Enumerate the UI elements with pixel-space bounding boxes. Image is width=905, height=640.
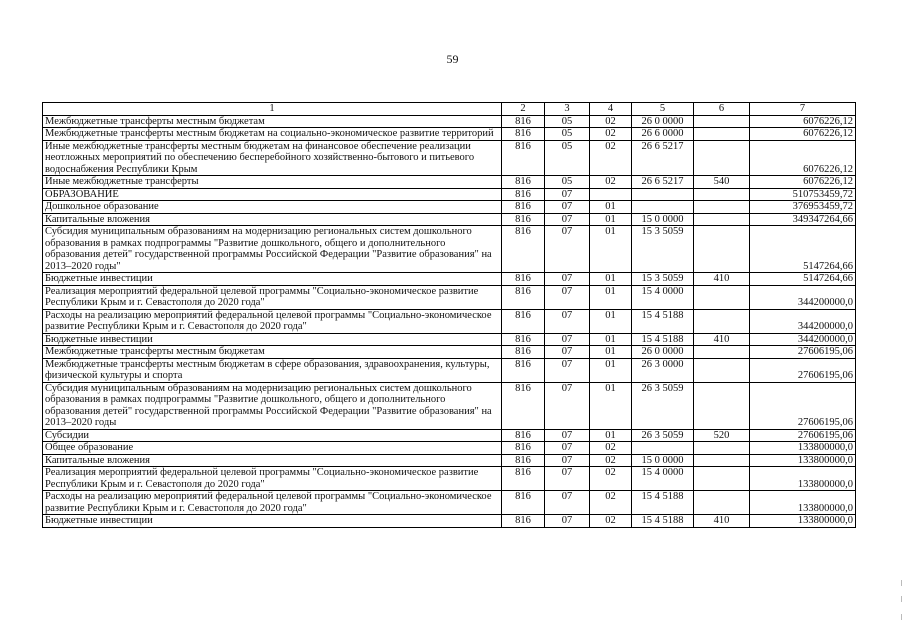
subsection-cell: 02 <box>590 176 632 189</box>
expense-type-cell <box>694 442 750 455</box>
section-cell: 07 <box>545 285 590 309</box>
expense-type-cell <box>694 346 750 359</box>
expense-type-cell: 540 <box>694 176 750 189</box>
grbs-cell: 816 <box>502 285 545 309</box>
name-cell: ОБРАЗОВАНИЕ <box>43 188 502 201</box>
subsection-cell: 02 <box>590 491 632 515</box>
expense-type-cell <box>694 382 750 429</box>
target-article-cell: 15 0 0000 <box>632 454 694 467</box>
grbs-cell: 816 <box>502 346 545 359</box>
target-article-cell: 15 4 5188 <box>632 309 694 333</box>
table-row <box>43 213 856 226</box>
table-row <box>43 515 856 528</box>
name-cell: Дошкольное образование <box>43 201 502 214</box>
expense-type-cell <box>694 188 750 201</box>
section-cell: 07 <box>545 491 590 515</box>
amount-cell: 133800000,0 <box>750 442 856 455</box>
expense-type-cell <box>694 226 750 273</box>
grbs-cell: 816 <box>502 213 545 226</box>
target-article-cell: 26 6 5217 <box>632 140 694 176</box>
table-row <box>43 333 856 346</box>
target-article-cell: 15 4 0000 <box>632 467 694 491</box>
section-cell: 07 <box>545 273 590 286</box>
section-cell: 07 <box>545 188 590 201</box>
amount-cell: 5147264,66 <box>750 273 856 286</box>
grbs-cell: 816 <box>502 467 545 491</box>
table-row <box>43 382 856 429</box>
header-cell: 7 <box>750 103 856 116</box>
page-number: 59 <box>446 52 459 66</box>
amount-cell: 5147264,66 <box>750 226 856 273</box>
subsection-cell <box>590 188 632 201</box>
name-cell: Субсидии <box>43 429 502 442</box>
header-cell: 5 <box>632 103 694 116</box>
expense-type-cell <box>694 140 750 176</box>
section-cell: 05 <box>545 115 590 128</box>
target-article-cell: 26 3 0000 <box>632 358 694 382</box>
section-cell: 07 <box>545 333 590 346</box>
target-article-cell: 26 0 0000 <box>632 346 694 359</box>
subsection-cell: 01 <box>590 309 632 333</box>
table-row <box>43 115 856 128</box>
subsection-cell: 01 <box>590 382 632 429</box>
name-cell: Бюджетные инвестиции <box>43 515 502 528</box>
expense-type-cell <box>694 128 750 141</box>
grbs-cell: 816 <box>502 454 545 467</box>
subsection-cell: 01 <box>590 226 632 273</box>
expense-type-cell <box>694 467 750 491</box>
section-cell: 07 <box>545 454 590 467</box>
table-row <box>43 226 856 273</box>
grbs-cell: 816 <box>502 442 545 455</box>
subsection-cell: 01 <box>590 201 632 214</box>
grbs-cell: 816 <box>502 140 545 176</box>
amount-cell: 510753459,72 <box>750 188 856 201</box>
budget-table <box>42 102 856 528</box>
amount-cell: 27606195,06 <box>750 358 856 382</box>
expense-type-cell: 410 <box>694 273 750 286</box>
amount-cell: 27606195,06 <box>750 382 856 429</box>
subsection-cell: 01 <box>590 429 632 442</box>
subsection-cell: 01 <box>590 358 632 382</box>
subsection-cell: 01 <box>590 346 632 359</box>
name-cell: Иные межбюджетные трансферты местным бюджетам на финансовое обеспечение реализации неотложных мероприятий по обеспечению бесперебойного хозяйственно-бытового и питьевого водоснабжения Республики Крым <box>43 140 502 176</box>
name-cell: Иные межбюджетные трансферты <box>43 176 502 189</box>
header-cell: 2 <box>502 103 545 116</box>
table-row <box>43 454 856 467</box>
grbs-cell: 816 <box>502 115 545 128</box>
target-article-cell: 15 4 5188 <box>632 333 694 346</box>
amount-cell: 344200000,0 <box>750 333 856 346</box>
name-cell: Межбюджетные трансферты местным бюджетам <box>43 346 502 359</box>
target-article-cell: 15 4 0000 <box>632 285 694 309</box>
section-cell: 07 <box>545 358 590 382</box>
target-article-cell: 15 4 5188 <box>632 491 694 515</box>
name-cell: Общее образование <box>43 442 502 455</box>
name-cell: Расходы на реализацию мероприятий федеральной целевой программы "Социально-экономическое развитие Республики Крым и г. Севастополя до 2020 года" <box>43 491 502 515</box>
amount-cell: 133800000,0 <box>750 467 856 491</box>
expense-type-cell: 410 <box>694 515 750 528</box>
table-row <box>43 467 856 491</box>
amount-cell: 133800000,0 <box>750 454 856 467</box>
target-article-cell <box>632 201 694 214</box>
table-row <box>43 176 856 189</box>
grbs-cell: 816 <box>502 358 545 382</box>
name-cell: Межбюджетные трансферты местным бюджетам в сфере образования, здравоохранения, культуры, физической культуры и спорта <box>43 358 502 382</box>
grbs-cell: 816 <box>502 491 545 515</box>
section-cell: 07 <box>545 429 590 442</box>
amount-cell: 6076226,12 <box>750 115 856 128</box>
target-article-cell: 15 3 5059 <box>632 273 694 286</box>
subsection-cell: 02 <box>590 128 632 141</box>
section-cell: 07 <box>545 382 590 429</box>
amount-cell: 349347264,66 <box>750 213 856 226</box>
table-row <box>43 346 856 359</box>
name-cell: Капитальные вложения <box>43 213 502 226</box>
header-cell: 4 <box>590 103 632 116</box>
expense-type-cell <box>694 454 750 467</box>
subsection-cell: 02 <box>590 140 632 176</box>
edge-mark <box>901 596 902 602</box>
header-cell: 3 <box>545 103 590 116</box>
section-cell: 07 <box>545 309 590 333</box>
amount-cell: 376953459,72 <box>750 201 856 214</box>
subsection-cell: 01 <box>590 273 632 286</box>
amount-cell: 27606195,06 <box>750 346 856 359</box>
expense-type-cell <box>694 115 750 128</box>
section-cell: 07 <box>545 226 590 273</box>
expense-type-cell <box>694 201 750 214</box>
target-article-cell: 26 0 0000 <box>632 115 694 128</box>
table-row <box>43 188 856 201</box>
table-row <box>43 201 856 214</box>
name-cell: Субсидия муниципальным образованиям на модернизацию региональных систем дошкольного образования в рамках подпрограммы "Развитие дошкольного, общего и дополнительного образования детей" государственной программы Российской Федерации "Развитие образования" на 2013–2020 годы <box>43 382 502 429</box>
name-cell: Расходы на реализацию мероприятий федеральной целевой программы "Социально-экономическое развитие Республики Крым и г. Севастополя до 2020 года" <box>43 309 502 333</box>
section-cell: 07 <box>545 515 590 528</box>
name-cell: Реализация мероприятий федеральной целевой программы "Социально-экономическое развитие Республики Крым и г. Севастополя до 2020 года" <box>43 285 502 309</box>
target-article-cell: 26 3 5059 <box>632 382 694 429</box>
name-cell: Реализация мероприятий федеральной целевой программы "Социально-экономическое развитие Республики Крым и г. Севастополя до 2020 года" <box>43 467 502 491</box>
amount-cell: 133800000,0 <box>750 491 856 515</box>
name-cell: Капитальные вложения <box>43 454 502 467</box>
subsection-cell: 02 <box>590 115 632 128</box>
target-article-cell: 26 3 5059 <box>632 429 694 442</box>
grbs-cell: 816 <box>502 429 545 442</box>
expense-type-cell: 520 <box>694 429 750 442</box>
section-cell: 05 <box>545 128 590 141</box>
section-cell: 07 <box>545 442 590 455</box>
section-cell: 07 <box>545 467 590 491</box>
header-cell: 1 <box>43 103 502 116</box>
target-article-cell <box>632 188 694 201</box>
grbs-cell: 816 <box>502 333 545 346</box>
target-article-cell: 26 6 5217 <box>632 176 694 189</box>
header-cell: 6 <box>694 103 750 116</box>
table-header-row <box>43 103 856 116</box>
amount-cell: 344200000,0 <box>750 285 856 309</box>
target-article-cell <box>632 442 694 455</box>
amount-cell: 344200000,0 <box>750 309 856 333</box>
subsection-cell: 02 <box>590 515 632 528</box>
grbs-cell: 816 <box>502 128 545 141</box>
name-cell: Бюджетные инвестиции <box>43 333 502 346</box>
subsection-cell: 02 <box>590 467 632 491</box>
amount-cell: 6076226,12 <box>750 128 856 141</box>
grbs-cell: 816 <box>502 201 545 214</box>
amount-cell: 6076226,12 <box>750 176 856 189</box>
target-article-cell: 15 3 5059 <box>632 226 694 273</box>
table-row <box>43 491 856 515</box>
grbs-cell: 816 <box>502 226 545 273</box>
grbs-cell: 816 <box>502 273 545 286</box>
grbs-cell: 816 <box>502 309 545 333</box>
subsection-cell: 01 <box>590 285 632 309</box>
name-cell: Межбюджетные трансферты местным бюджетам на социально-экономическое развитие территорий <box>43 128 502 141</box>
name-cell: Бюджетные инвестиции <box>43 273 502 286</box>
expense-type-cell <box>694 491 750 515</box>
amount-cell: 6076226,12 <box>750 140 856 176</box>
target-article-cell: 15 4 5188 <box>632 515 694 528</box>
target-article-cell: 26 6 0000 <box>632 128 694 141</box>
grbs-cell: 816 <box>502 176 545 189</box>
subsection-cell: 02 <box>590 442 632 455</box>
section-cell: 05 <box>545 140 590 176</box>
expense-type-cell <box>694 285 750 309</box>
table-row <box>43 358 856 382</box>
table-row <box>43 128 856 141</box>
section-cell: 07 <box>545 201 590 214</box>
section-cell: 05 <box>545 176 590 189</box>
table-row <box>43 429 856 442</box>
edge-mark <box>901 614 902 620</box>
grbs-cell: 816 <box>502 515 545 528</box>
section-cell: 07 <box>545 213 590 226</box>
grbs-cell: 816 <box>502 382 545 429</box>
table-row <box>43 285 856 309</box>
subsection-cell: 02 <box>590 454 632 467</box>
table-row <box>43 309 856 333</box>
expense-type-cell <box>694 213 750 226</box>
subsection-cell: 01 <box>590 213 632 226</box>
table-row <box>43 442 856 455</box>
amount-cell: 133800000,0 <box>750 515 856 528</box>
name-cell: Межбюджетные трансферты местным бюджетам <box>43 115 502 128</box>
table-row <box>43 273 856 286</box>
expense-type-cell <box>694 309 750 333</box>
grbs-cell: 816 <box>502 188 545 201</box>
subsection-cell: 01 <box>590 333 632 346</box>
section-cell: 07 <box>545 346 590 359</box>
expense-type-cell <box>694 358 750 382</box>
expense-type-cell: 410 <box>694 333 750 346</box>
table-row <box>43 140 856 176</box>
edge-mark <box>901 580 902 586</box>
target-article-cell: 15 0 0000 <box>632 213 694 226</box>
amount-cell: 27606195,06 <box>750 429 856 442</box>
name-cell: Субсидия муниципальным образованиям на модернизацию региональных систем дошкольного образования в рамках подпрограммы "Развитие дошкольного, общего и дополнительного образования детей" государственной программы Российской Федерации "Развитие образования" на 2013–2020 годы" <box>43 226 502 273</box>
